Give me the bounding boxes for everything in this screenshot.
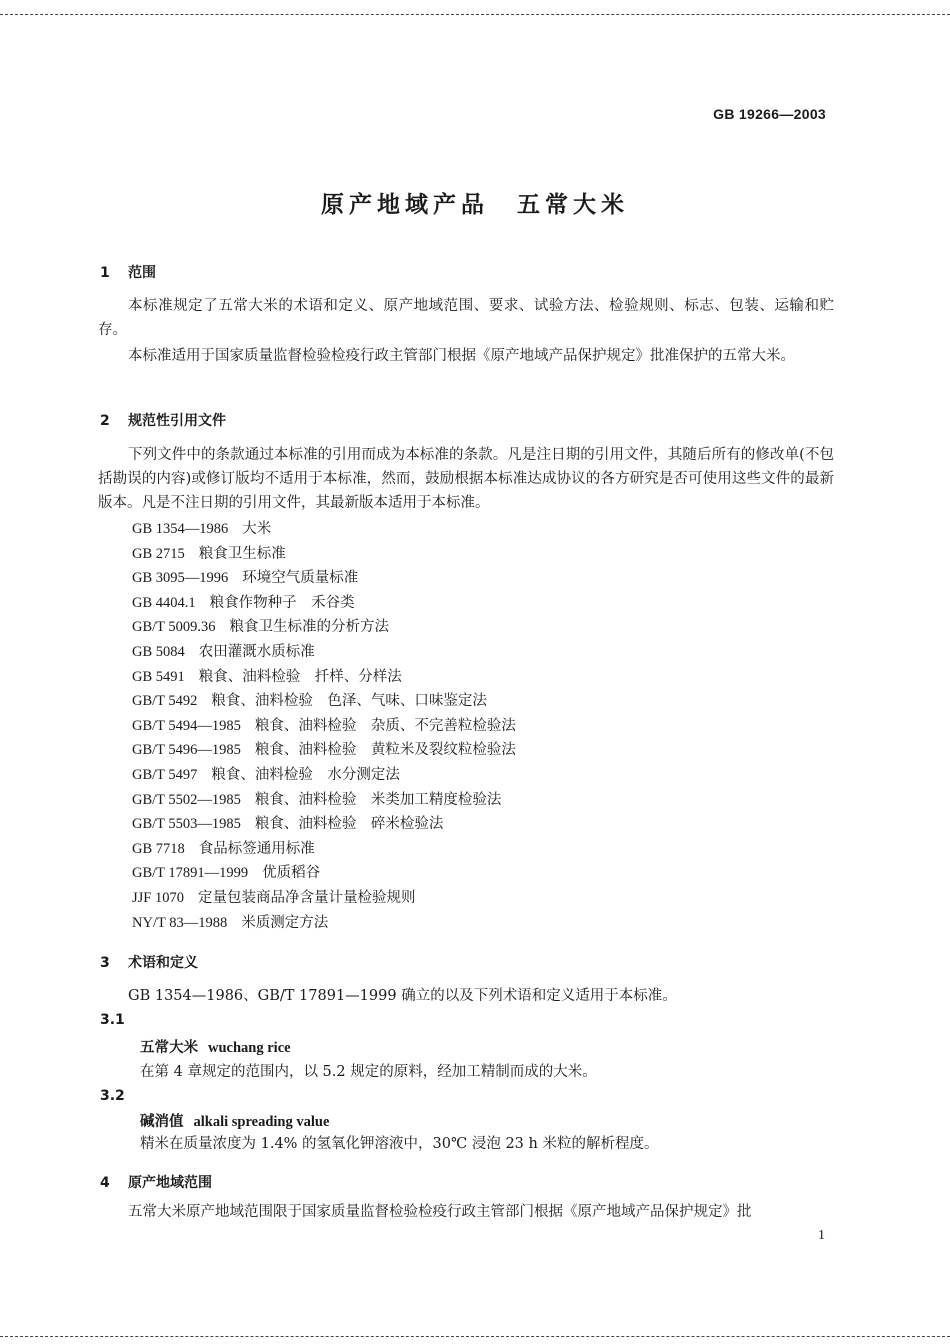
reference-code: NY/T 83—1988 [132,914,228,931]
reference-title: 粮食、油料检验 黄粒米及裂纹粒检验法 [254,742,516,759]
reference-code: GB/T 5494—1985 [132,717,241,734]
clause-3-1-number: 3.1 [100,1012,125,1028]
page-number: 1 [818,1228,825,1243]
reference-item [132,911,516,936]
reference-code: GB/T 5502—1985 [132,791,241,808]
section-4-paragraph-1: 五常大米原产地域范围限于国家质量监督检验检疫行政主管部门根据《原产地域产品保护规定》批 [128,1204,752,1220]
reference-item [132,517,516,542]
section-title: 原产地域范围 [128,1175,212,1191]
reference-code: GB 7718 [132,840,185,857]
section-title: 术语和定义 [128,955,198,971]
reference-code: GB 2715 [132,545,185,562]
reference-item [132,738,516,763]
reference-item [132,591,516,616]
reference-code: GB 4404.1 [132,594,196,611]
term-3-2-definition: 精米在质量浓度为 1.4% 的氢氧化钾溶液中，30℃ 浸泡 23 h 米粒的解析程度。 [140,1136,659,1152]
reference-item [132,689,516,714]
reference-title: 大米 [242,521,272,537]
section-1-heading [100,262,156,282]
reference-title: 粮食、油料检验 扦样、分样法 [198,668,402,685]
section-1-paragraph-1: 本标准规定了五常大米的术语和定义、原产地域范围、要求、试验方法、检验规则、标志、包装、运输和贮存。 [98,298,834,338]
reference-item [132,615,516,640]
term-english: alkali spreading value [193,1114,330,1130]
reference-code: GB/T 17891—1999 [132,865,249,882]
reference-title: 米质测定方法 [241,914,329,931]
section-3-heading [100,952,198,972]
reference-item [132,812,516,837]
reference-item [132,886,516,911]
term-3-1 [140,1036,291,1057]
reference-title: 粮食卫生标准的分析方法 [229,619,390,636]
reference-title: 优质稻谷 [262,865,321,882]
section-4-heading [100,1172,212,1192]
reference-code: GB 1354—1986 [132,521,229,537]
reference-item [132,640,516,665]
section-title: 范围 [128,265,156,281]
reference-item [132,542,516,567]
term-chinese: 五常大米 [140,1039,198,1056]
reference-item [132,861,516,886]
reference-list [132,517,516,935]
reference-item [132,714,516,739]
reference-title: 粮食、油料检验 杂质、不完善粒检验法 [254,717,516,734]
reference-code: GB/T 5009.36 [132,619,216,636]
term-chinese: 碱消值 [140,1113,184,1130]
clause-3-2-number: 3.2 [100,1088,125,1104]
reference-title: 粮食作物种子 禾谷类 [209,594,355,611]
reference-title: 粮食、油料检验 碎米检验法 [254,816,444,833]
term-english: wuchang rice [208,1040,291,1056]
section-1-paragraph-2: 本标准适用于国家质量监督检验检疫行政主管部门根据《原产地域产品保护规定》批准保护的五常大米。 [128,348,795,364]
standard-number: GB 19266—2003 [713,106,826,122]
reference-title: 粮食、油料检验 水分测定法 [211,766,400,783]
section-2-heading [100,410,226,430]
reference-code: GB 5084 [132,643,185,660]
reference-item [132,763,516,788]
top-scan-border [0,14,950,15]
section-number: 4 [100,1175,110,1191]
section-number: 2 [100,413,110,429]
reference-title: 环境空气质量标准 [242,570,359,587]
section-3-intro: GB 1354—1986、GB/T 17891—1999 确立的以及下列术语和定义适用于本标准。 [128,988,677,1004]
section-number: 1 [100,265,110,281]
reference-title: 定量包装商品净含量计量检验规则 [197,889,416,906]
reference-item [132,665,516,690]
reference-title: 粮食、油料检验 色泽、气味、口味鉴定法 [211,693,487,710]
reference-code: GB 3095—1996 [132,570,229,587]
document-title [0,186,950,219]
term-3-1-definition: 在第 4 章规定的范围内，以 5.2 规定的原料，经加工精制而成的大米。 [140,1064,597,1080]
section-2-intro: 下列文件中的条款通过本标准的引用而成为本标准的条款。凡是注日期的引用文件，其随后所有的修改单(不包括勘误的内容)或修订版均不适用于本标准，然而，鼓励根据本标准达成协议的各方研究是否可使用这些文件的最新版本。凡是不注日期的引用文件，其最新版本适用于本标准。 [98,447,834,511]
reference-title: 食品标签通用标准 [198,840,315,857]
section-title: 规范性引用文件 [128,413,226,429]
reference-item [132,788,516,813]
reference-code: GB/T 5497 [132,766,198,783]
reference-code: GB/T 5492 [132,693,198,710]
term-3-2 [140,1110,329,1131]
reference-code: GB/T 5496—1985 [132,742,241,759]
reference-title: 粮食、油料检验 米类加工精度检验法 [254,791,502,808]
reference-title: 粮食卫生标准 [198,545,286,562]
reference-code: JJF 1070 [132,889,184,906]
bottom-scan-border [0,1336,950,1337]
reference-code: GB 5491 [132,668,185,685]
reference-item [132,837,516,862]
reference-title: 农田灌溉水质标准 [198,643,315,660]
title-part-2: 五常大米 [517,192,629,218]
reference-item [132,566,516,591]
reference-code: GB/T 5503—1985 [132,816,241,833]
title-part-1: 原产地域产品 [321,192,489,218]
section-number: 3 [100,955,110,971]
